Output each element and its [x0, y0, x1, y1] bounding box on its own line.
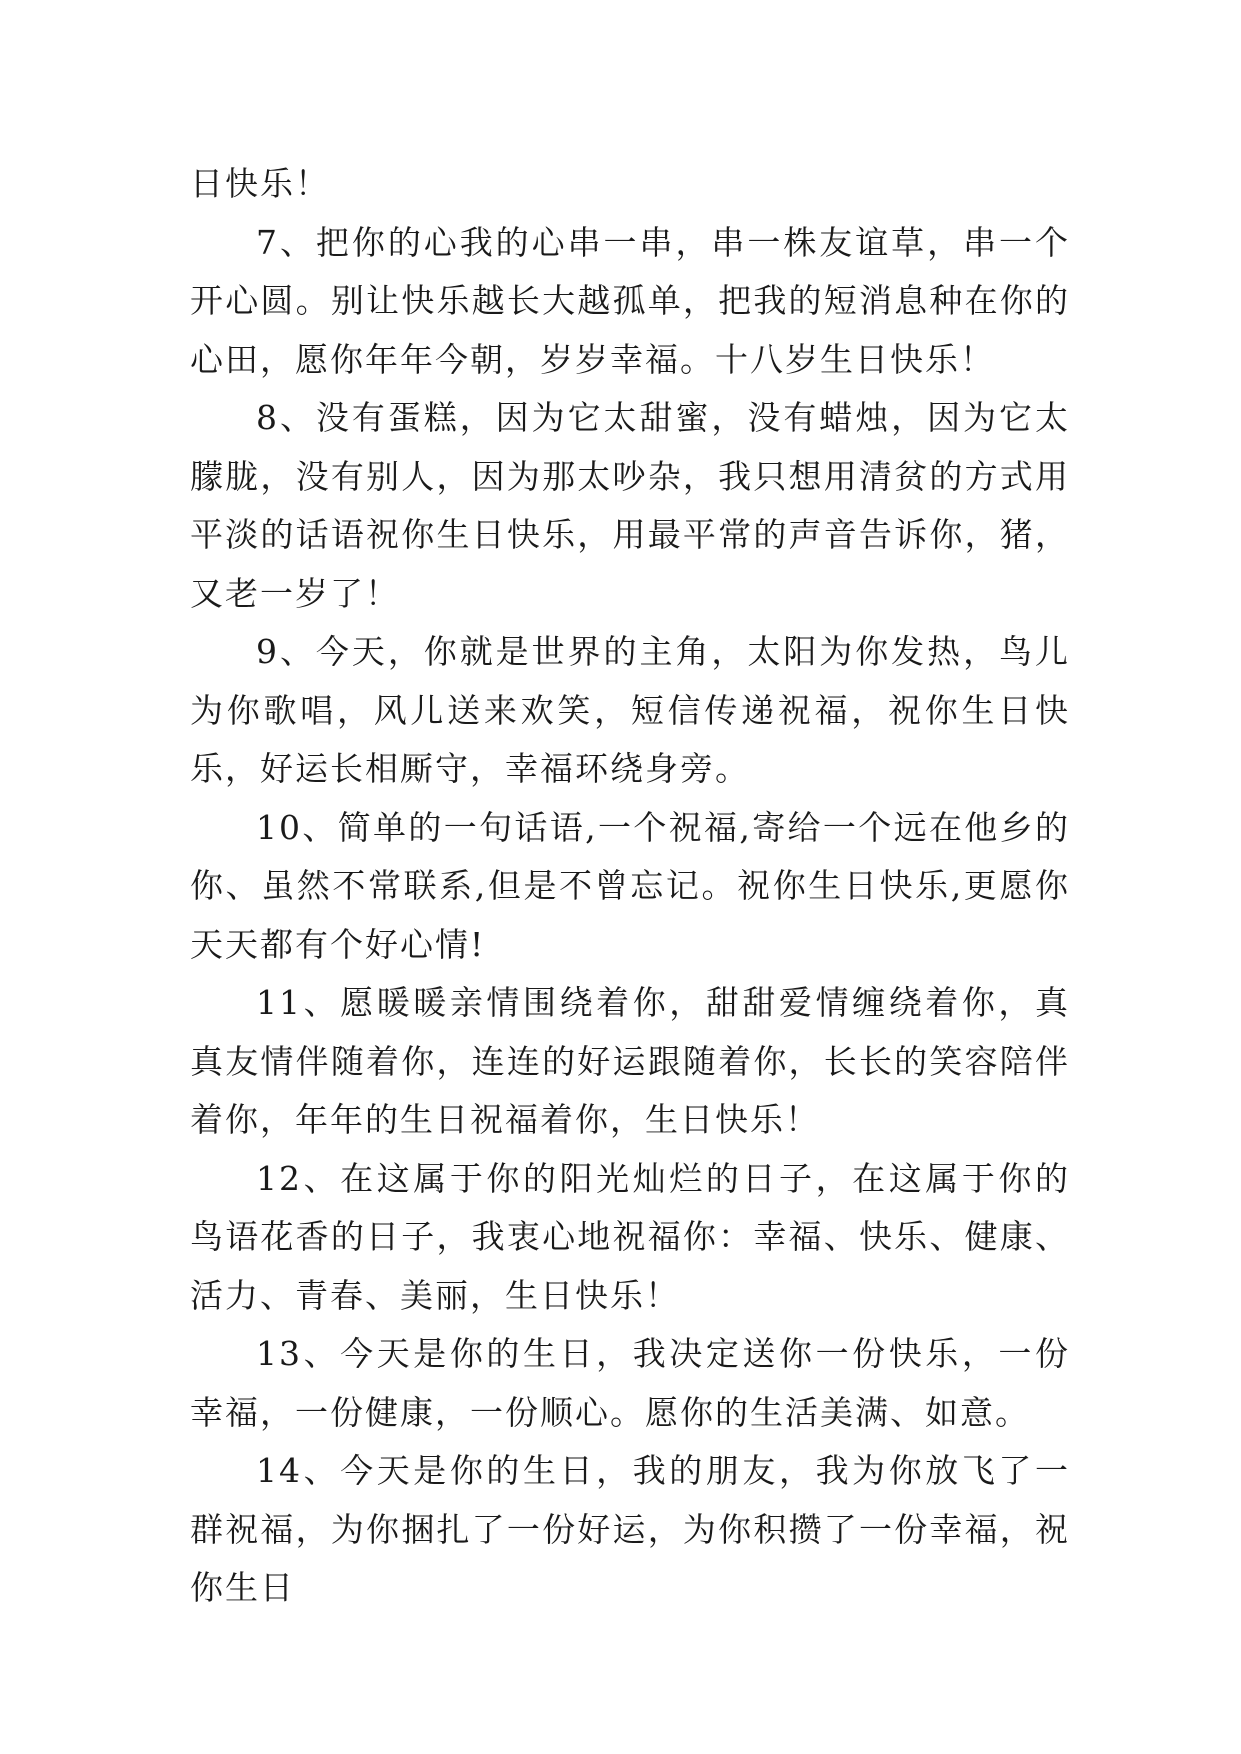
document-body — [190, 155, 1070, 1618]
paragraph-13: 13、今天是你的生日，我决定送你一份快乐，一份幸福，一份健康，一份顺心。愿你的生活美满、如意。 — [190, 1334, 1070, 1432]
paragraph-14: 14、今天是你的生日，我的朋友，我为你放飞了一群祝福，为你捆扎了一份好运，为你积攒了一份幸福，祝你生日 — [190, 1451, 1070, 1607]
paragraph-continuation: 日快乐！ — [190, 164, 330, 203]
paragraph-7: 7、把你的心我的心串一串，串一株友谊草，串一个开心圆。别让快乐越长大越孤单，把我的短消息种在你的心田，愿你年年今朝，岁岁幸福。十八岁生日快乐！ — [190, 222, 1070, 379]
paragraph-9: 9、今天，你就是世界的主角，太阳为你发热，鸟儿为你歌唱，风儿送来欢笑，短信传递祝福，祝你生日快乐，好运长相厮守，幸福环绕身旁。 — [190, 632, 1070, 788]
paragraph-11: 11、愿暖暖亲情围绕着你，甜甜爱情缠绕着你，真真友情伴随着你，连连的好运跟随着你，长长的笑容陪伴着你，年年的生日祝福着你，生日快乐！ — [190, 983, 1070, 1139]
paragraph-8: 8、没有蛋糕，因为它太甜蜜，没有蜡烛，因为它太朦胧，没有别人，因为那太吵杂，我只想用清贫的方式用平淡的话语祝你生日快乐，用最平常的声音告诉你，猪，又老一岁了！ — [190, 398, 1070, 613]
paragraph-12: 12、在这属于你的阳光灿烂的日子，在这属于你的鸟语花香的日子，我衷心地祝福你：幸福、快乐、健康、活力、青春、美丽，生日快乐！ — [190, 1158, 1070, 1315]
paragraph-10: 10、简单的一句话语,一个祝福,寄给一个远在他乡的你、虽然不常联系,但是不曾忘记。祝你生日快乐,更愿你天天都有个好心情! — [190, 807, 1070, 964]
